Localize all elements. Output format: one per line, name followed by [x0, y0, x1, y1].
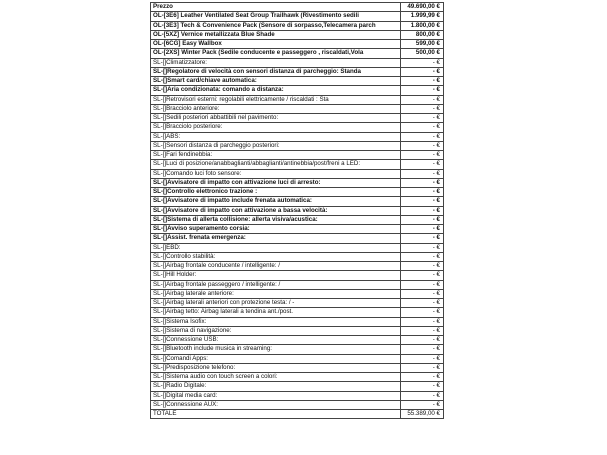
item-price: - €	[401, 345, 444, 354]
item-price: - €	[401, 308, 444, 317]
item-description: Prezzo	[151, 3, 401, 12]
total-row	[151, 410, 444, 419]
table-row	[151, 197, 444, 206]
item-price: 599,00 €	[401, 40, 444, 49]
table-row	[151, 178, 444, 187]
table-row	[151, 382, 444, 391]
table-row	[151, 345, 444, 354]
table-row	[151, 86, 444, 95]
item-price: - €	[401, 234, 444, 243]
table-row	[151, 280, 444, 289]
item-description: SL-[]Climatizzatore:	[151, 58, 401, 67]
item-description: SL-[]Connessione USB:	[151, 336, 401, 345]
price-table-body	[151, 3, 444, 419]
item-description: SL-[]Luci di posizione/anabbaglianti/abbaglianti/antinebbia/post/freni a LED:	[151, 160, 401, 169]
table-row	[151, 132, 444, 141]
table-row	[151, 12, 444, 21]
item-price: - €	[401, 252, 444, 261]
item-description: SL-[]Regolatore di velocità con sensori distanza di parcheggio: Standa	[151, 67, 401, 76]
item-description: SL-[]Controllo stabilità:	[151, 252, 401, 261]
item-price: 49.690,00 €	[401, 3, 444, 12]
item-price: - €	[401, 280, 444, 289]
item-description: SL-[]Fari fendinebbia:	[151, 151, 401, 160]
table-row	[151, 243, 444, 252]
item-price: - €	[401, 262, 444, 271]
item-price: - €	[401, 363, 444, 372]
table-row	[151, 289, 444, 298]
item-price: - €	[401, 354, 444, 363]
table-row	[151, 317, 444, 326]
item-description: SL-[]Sistema Isofix:	[151, 317, 401, 326]
item-price: - €	[401, 58, 444, 67]
item-description: OL-[3E3] Tech & Convenience Pack (Sensore di sorpasso,Telecamera parch	[151, 21, 401, 30]
item-price: - €	[401, 382, 444, 391]
item-description: SL-[]Bracciolo anteriore:	[151, 104, 401, 113]
item-price: - €	[401, 188, 444, 197]
item-description: SL-[]Smart card/chiave automatica:	[151, 77, 401, 86]
item-price: - €	[401, 95, 444, 104]
table-row	[151, 169, 444, 178]
table-row	[151, 308, 444, 317]
item-description: SL-[]Connessione AUX:	[151, 400, 401, 409]
item-description: SL-[]Airbag laterale anteriore:	[151, 289, 401, 298]
item-description: SL-[]Assist. frenata emergenza:	[151, 234, 401, 243]
item-description: OL-[3E6] Leather Ventilated Seat Group Trailhawk (Rivestimento sedili	[151, 12, 401, 21]
item-price: - €	[401, 114, 444, 123]
item-description: SL-[]Sistema di navigazione:	[151, 326, 401, 335]
item-description: SL-[]Sedili posteriori abbattibili nel pavimento:	[151, 114, 401, 123]
item-price: - €	[401, 243, 444, 252]
table-row	[151, 206, 444, 215]
item-price: - €	[401, 400, 444, 409]
item-price: - €	[401, 317, 444, 326]
item-price: - €	[401, 169, 444, 178]
item-price: - €	[401, 225, 444, 234]
table-row	[151, 151, 444, 160]
table-row	[151, 336, 444, 345]
item-price: 1.800,00 €	[401, 21, 444, 30]
item-description: OL-[5XZ] Vernice metallizzata Blue Shade	[151, 30, 401, 39]
item-description: SL-[]Radio Digitale:	[151, 382, 401, 391]
table-row	[151, 114, 444, 123]
table-row	[151, 252, 444, 261]
item-price: - €	[401, 391, 444, 400]
item-price: 500,00 €	[401, 49, 444, 58]
item-price: - €	[401, 178, 444, 187]
item-description: SL-[]ABS:	[151, 132, 401, 141]
table-row	[151, 188, 444, 197]
item-price: - €	[401, 160, 444, 169]
item-price: - €	[401, 67, 444, 76]
table-row	[151, 141, 444, 150]
table-row	[151, 104, 444, 113]
item-description: SL-[]Sistema audio con touch screen a colori:	[151, 373, 401, 382]
item-description: SL-[]Bracciolo posteriore:	[151, 123, 401, 132]
item-price: 800,00 €	[401, 30, 444, 39]
item-description: SL-[]Hill Holder:	[151, 271, 401, 280]
table-row	[151, 77, 444, 86]
item-price: - €	[401, 151, 444, 160]
item-description: SL-[]Bluetooth include musica in streaming:	[151, 345, 401, 354]
item-description: SL-[]Comando luci foto sensore:	[151, 169, 401, 178]
table-row	[151, 49, 444, 58]
table-row	[151, 95, 444, 104]
item-price: - €	[401, 123, 444, 132]
item-description: SL-[]Avvisatore di impatto con attivazione luci di arresto:	[151, 178, 401, 187]
item-price: - €	[401, 132, 444, 141]
item-price: 1.999,99 €	[401, 12, 444, 21]
table-row	[151, 363, 444, 372]
item-price: - €	[401, 77, 444, 86]
item-price: - €	[401, 271, 444, 280]
price-row	[151, 3, 444, 12]
item-description: SL-[]EBD:	[151, 243, 401, 252]
table-row	[151, 123, 444, 132]
item-description: SL-[]Airbag frontale passeggero / intelligente: /	[151, 280, 401, 289]
item-price: - €	[401, 336, 444, 345]
item-description: SL-[]Predisposizione telefono:	[151, 363, 401, 372]
item-price: - €	[401, 373, 444, 382]
item-description: OL-[2XS] Winter Pack (Sedile conducente e passeggero , riscaldati,Vola	[151, 49, 401, 58]
table-row	[151, 326, 444, 335]
item-price: - €	[401, 326, 444, 335]
table-row	[151, 30, 444, 39]
item-description: SL-[]Sensori distanza di parcheggio posteriori:	[151, 141, 401, 150]
item-description: OL-[6CG] Easy Wallbox	[151, 40, 401, 49]
table-row	[151, 262, 444, 271]
table-row	[151, 215, 444, 224]
item-price: - €	[401, 141, 444, 150]
table-row	[151, 67, 444, 76]
item-description: SL-[]Airbag laterali anteriori con protezione testa: / -	[151, 299, 401, 308]
table-row	[151, 160, 444, 169]
item-description: SL-[]Retrovisori esterni: regolabili elettricamente / riscaldati : Sta	[151, 95, 401, 104]
table-row	[151, 299, 444, 308]
table-row	[151, 391, 444, 400]
item-price: - €	[401, 206, 444, 215]
item-price: - €	[401, 299, 444, 308]
item-description: SL-[]Airbag frontale conducente / intelligente: /	[151, 262, 401, 271]
table-row	[151, 234, 444, 243]
item-price: 55.389,00 €	[401, 410, 444, 419]
item-price: - €	[401, 104, 444, 113]
item-description: SL-[]Avvisatore di impatto con attivazione a bassa velocità:	[151, 206, 401, 215]
item-description: SL-[]Airbag tetto: Airbag laterali a tendina ant./post.	[151, 308, 401, 317]
table-row	[151, 354, 444, 363]
item-price: - €	[401, 289, 444, 298]
item-description: SL-[]Comandi Apps:	[151, 354, 401, 363]
item-description: SL-[]Sistema di allerta collisione: allerta visiva/acustica:	[151, 215, 401, 224]
item-description: SL-[]Avvisatore di impatto include frenata automatica:	[151, 197, 401, 206]
table-row	[151, 400, 444, 409]
table-row	[151, 58, 444, 67]
item-description: SL-[]Aria condizionata: comando a distanza:	[151, 86, 401, 95]
item-description: SL-[]Controllo elettronico trazione :	[151, 188, 401, 197]
table-row	[151, 225, 444, 234]
table-row	[151, 271, 444, 280]
item-price: - €	[401, 215, 444, 224]
item-description: SL-[]Avviso superamento corsia:	[151, 225, 401, 234]
item-price: - €	[401, 197, 444, 206]
price-table	[150, 2, 444, 419]
table-row	[151, 21, 444, 30]
item-description: TOTALE	[151, 410, 401, 419]
item-price: - €	[401, 86, 444, 95]
table-row	[151, 40, 444, 49]
item-description: SL-[]Digital media card:	[151, 391, 401, 400]
table-row	[151, 373, 444, 382]
